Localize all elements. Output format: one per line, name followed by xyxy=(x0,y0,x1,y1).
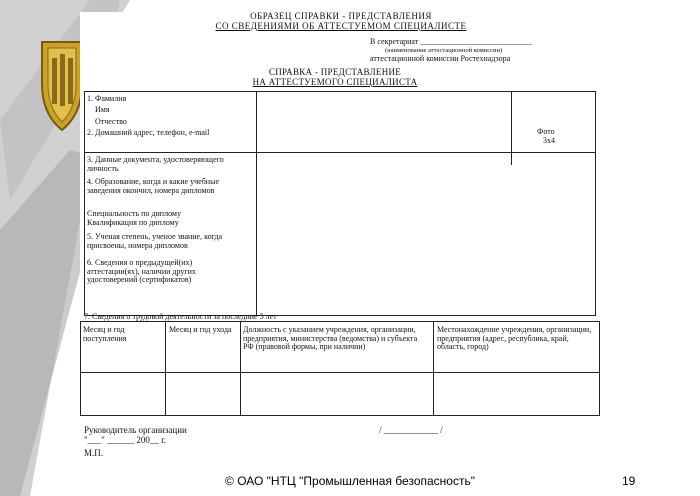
field-qualification: Квалификация по диплому xyxy=(87,218,179,227)
field-degree: 5. Ученая степень, ученое звание, когда присвоены, номера дипломов xyxy=(87,232,223,250)
reference-form-document xyxy=(80,12,602,462)
recipient-sub2: аттестационной комиссии Ростехнадзора xyxy=(370,54,511,63)
document-title-line1: ОБРАЗЕЦ СПРАВКИ - ПРЕДСТАВЛЕНИЯ xyxy=(250,11,432,21)
field-specialty: Специальность по диплому xyxy=(87,209,181,218)
date-line: "___" ______ 200__ г. xyxy=(84,435,167,445)
work-history-table xyxy=(80,321,600,416)
work-header-end: Месяц и год ухода xyxy=(169,325,232,334)
applicant-form-table xyxy=(84,91,596,316)
field-patronymic: Отчество xyxy=(95,117,127,126)
field-id-document: 3. Данные документа, удостоверяющего личность xyxy=(87,155,224,173)
field-education: 4. Образование, когда и какие учебные заведения окончил, номера дипломов xyxy=(87,177,219,195)
slide-footer xyxy=(0,463,700,496)
company-shield-logo xyxy=(38,34,86,134)
recipient-sub1: (наименование аттестационной комиссии) xyxy=(385,47,503,54)
field-name: Имя xyxy=(95,105,110,114)
form-title1: СПРАВКА - ПРЕДСТАВЛЕНИЕ xyxy=(268,67,402,77)
document-title-line2: СО СВЕДЕНИЯМИ ОБ АТТЕСТУЕМОМ СПЕЦИАЛИСТЕ xyxy=(215,21,467,31)
stamp-label: М.П. xyxy=(84,448,104,458)
work-header-location: Местонахождение учреждения, организации, предприятия (адрес, республика, край, область, город) xyxy=(437,325,592,351)
field-surname: 1. Фамилия xyxy=(87,94,127,103)
form-title2: НА АТТЕСТУЕМОГО СПЕЦИАЛИСТА xyxy=(252,77,418,87)
work-header-position: Должность с указанием учреждения, организации, предприятия, министерства (ведомства) и субъекта РФ (правовой формы, при наличии) xyxy=(243,325,418,351)
field-address: 2. Домашний адрес, телефон, e-mail xyxy=(87,128,210,137)
field-previous-attestation: 6. Сведения о предыдущей(их) аттестации(ях), наличии других удостоверений (сертификатов) xyxy=(87,258,196,284)
photo-label: Фото xyxy=(537,127,555,136)
footer-copyright: © ОАО "НТЦ "Промышленная безопасность" xyxy=(225,474,475,488)
photo-size: 3х4 xyxy=(543,136,555,145)
page-number: 19 xyxy=(622,474,636,488)
work-header-start: Месяц и год поступления xyxy=(83,325,127,343)
work-section-title: 7. Сведения о трудовой деятельности за последние 5 лет xyxy=(84,312,277,321)
signature-line: Руководитель организации / ____________ / xyxy=(84,425,443,435)
recipient-line: В секретариат ____________________________ xyxy=(370,37,533,46)
